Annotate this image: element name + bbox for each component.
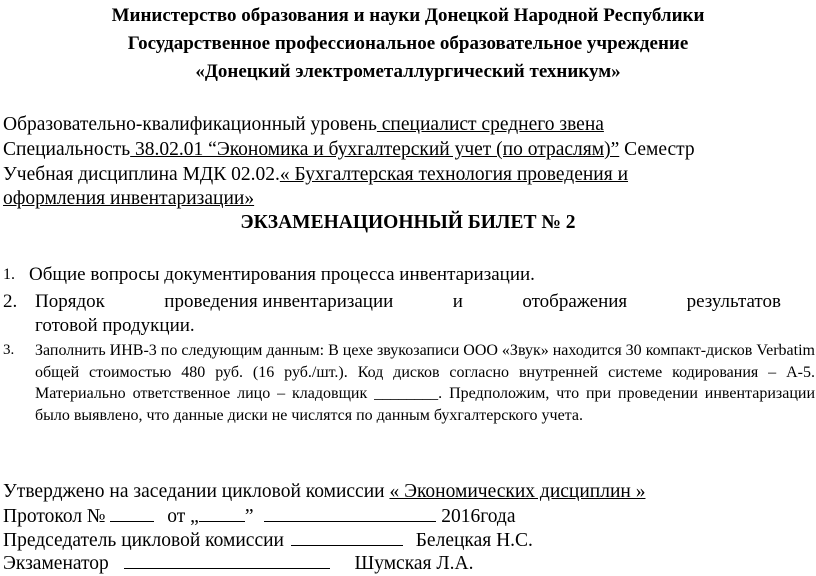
protocol-number-blank <box>110 503 154 522</box>
question-3 <box>3 340 815 426</box>
discipline-line <box>3 163 628 187</box>
examiner-line <box>3 550 473 576</box>
examiner-signature-blank <box>124 550 330 569</box>
chair-name: Белецкая Н.С. <box>415 530 533 551</box>
question-2-word: и <box>452 291 463 312</box>
discipline-line-continued <box>3 187 254 211</box>
question-1 <box>3 263 535 287</box>
specialty-line <box>3 138 695 162</box>
examiner-label: Экзаменатор <box>3 553 109 574</box>
protocol-year: 2016года <box>441 506 516 527</box>
question-2-word: Порядок <box>35 291 105 312</box>
protocol-line <box>3 503 516 529</box>
approval-label: Утверджено на заседании цикловой комиссии <box>3 481 385 502</box>
question-2-word: проведения инвентаризации <box>164 291 394 312</box>
protocol-month-blank <box>264 503 436 522</box>
specialty-value: 38.02.01 “Экономика и бухгалтерский учет (по отраслям)” <box>130 139 620 160</box>
question-3-text: Заполнить ИНВ-3 по следующим данным: В цехе звукозаписи ООО «Звук» находится 30 компакт-дисков Verbatim общей стоимостью 480 руб. (16 руб./шт.). Код дисков согласно внутренней системе кодирования – А-5. Материально ответственное лицо – кладовщик ________. Предположим, что при проведении инвентаризации было выявлено, что данные диски не числятся по данным бухгалтерского учета. <box>35 342 815 424</box>
qualification-level-line <box>3 113 604 137</box>
examiner-name: Шумская Л.А. <box>354 553 474 574</box>
discipline-label: Учебная дисциплина МДК 02.02. <box>3 164 280 185</box>
protocol-day-blank <box>199 503 245 522</box>
protocol-from-label: от „ <box>167 506 199 527</box>
question-3-number: 3. <box>3 342 15 358</box>
question-2-line2: готовой продукции. <box>35 315 195 336</box>
institution-type: Государственное профессиональное образовательное учреждение <box>127 33 689 54</box>
chair-label: Председатель цикловой комиссии <box>3 530 284 551</box>
question-1-text: Общие вопросы документирования процесса инвентаризации. <box>29 264 535 285</box>
semester-label: Семестр <box>619 139 695 160</box>
question-2-line1 <box>3 290 811 314</box>
protocol-close-quote: ” <box>244 506 254 527</box>
ministry-name: Министерство образования и науки Донецкой Народной Республики <box>111 5 705 26</box>
question-2-word: результатов <box>686 291 781 312</box>
protocol-label: Протокол № <box>3 506 106 527</box>
document-header <box>0 0 816 86</box>
discipline-value-part1: « Бухгалтерская технология проведения и <box>279 164 629 185</box>
question-2 <box>3 290 811 338</box>
qualification-level-value: специалист среднего звена <box>376 114 604 135</box>
question-2-word: отображения <box>522 291 628 312</box>
question-1-number: 1. <box>3 266 15 283</box>
chair-signature-blank <box>291 527 403 546</box>
ticket-title: ЭКЗАМЕНАЦИОННЫЙ БИЛЕТ № 2 <box>240 212 576 233</box>
institution-name: «Донецкий электрометаллургический техникум» <box>195 61 621 82</box>
specialty-label: Специальность <box>3 139 131 160</box>
commission-name: « Экономических дисциплин » <box>389 481 646 502</box>
discipline-value-part2: оформления инвентаризации» <box>3 188 255 209</box>
question-2-number: 2. <box>3 291 18 312</box>
qualification-level-label: Образовательно-квалификационный уровень <box>3 114 377 135</box>
approval-line <box>3 480 645 504</box>
